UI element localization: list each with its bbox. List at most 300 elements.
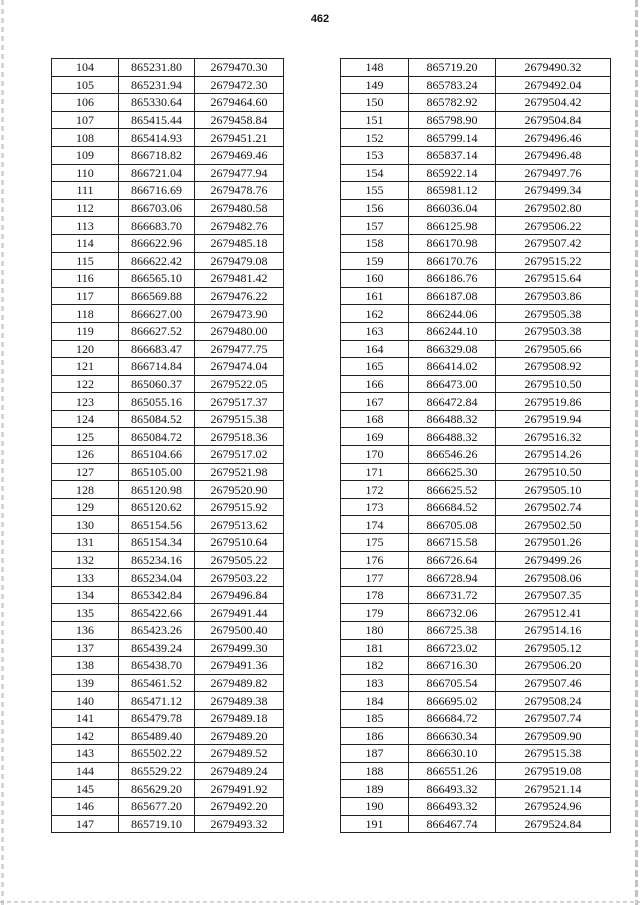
table-row <box>341 305 611 323</box>
table-row <box>341 797 611 815</box>
x-coordinate-cell: 865414.93 <box>119 129 195 147</box>
x-coordinate-cell: 866683.47 <box>119 340 195 358</box>
x-coordinate-cell: 866036.04 <box>409 199 496 217</box>
x-coordinate-cell: 865084.52 <box>119 410 195 428</box>
x-coordinate-cell: 865783.24 <box>409 76 496 94</box>
point-number-cell: 128 <box>52 481 119 499</box>
x-coordinate-cell: 865055.16 <box>119 393 195 411</box>
table-row <box>341 586 611 604</box>
table-row <box>341 534 611 552</box>
y-coordinate-cell: 2679499.34 <box>496 182 611 200</box>
x-coordinate-cell: 866716.30 <box>409 657 496 675</box>
y-coordinate-cell: 2679508.24 <box>496 692 611 710</box>
point-number-cell: 124 <box>52 410 119 428</box>
x-coordinate-cell: 866723.02 <box>409 639 496 657</box>
table-row <box>341 164 611 182</box>
table-row <box>52 481 284 499</box>
table-row <box>52 164 284 182</box>
y-coordinate-cell: 2679508.06 <box>496 569 611 587</box>
point-number-cell: 163 <box>341 322 409 340</box>
x-coordinate-cell: 866488.32 <box>409 410 496 428</box>
y-coordinate-cell: 2679510.50 <box>496 463 611 481</box>
y-coordinate-cell: 2679513.62 <box>195 516 284 534</box>
table-row <box>341 340 611 358</box>
x-coordinate-cell: 866187.08 <box>409 287 496 305</box>
table-row <box>52 446 284 464</box>
y-coordinate-cell: 2679509.90 <box>496 727 611 745</box>
y-coordinate-cell: 2679491.36 <box>195 657 284 675</box>
table-row <box>52 322 284 340</box>
table-row <box>341 692 611 710</box>
point-number-cell: 172 <box>341 481 409 499</box>
point-number-cell: 134 <box>52 586 119 604</box>
y-coordinate-cell: 2679518.36 <box>195 428 284 446</box>
table-row <box>52 340 284 358</box>
y-coordinate-cell: 2679505.38 <box>496 305 611 323</box>
table-row <box>341 516 611 534</box>
y-coordinate-cell: 2679504.84 <box>496 111 611 129</box>
point-number-cell: 112 <box>52 199 119 217</box>
y-coordinate-cell: 2679522.05 <box>195 375 284 393</box>
table-row <box>341 129 611 147</box>
x-coordinate-cell: 865798.90 <box>409 111 496 129</box>
y-coordinate-cell: 2679477.75 <box>195 340 284 358</box>
x-coordinate-cell: 865422.66 <box>119 604 195 622</box>
point-number-cell: 106 <box>52 94 119 112</box>
point-number-cell: 184 <box>341 692 409 710</box>
x-coordinate-cell: 866125.98 <box>409 217 496 235</box>
x-coordinate-cell: 866170.98 <box>409 234 496 252</box>
y-coordinate-cell: 2679521.98 <box>195 463 284 481</box>
point-number-cell: 126 <box>52 446 119 464</box>
point-number-cell: 164 <box>341 340 409 358</box>
x-coordinate-cell: 865154.34 <box>119 534 195 552</box>
y-coordinate-cell: 2679506.20 <box>496 657 611 675</box>
table-row <box>341 270 611 288</box>
y-coordinate-cell: 2679489.18 <box>195 709 284 727</box>
table-row <box>52 305 284 323</box>
x-coordinate-cell: 865719.10 <box>119 815 195 833</box>
table-row <box>341 76 611 94</box>
y-coordinate-cell: 2679489.82 <box>195 674 284 692</box>
y-coordinate-cell: 2679496.48 <box>496 146 611 164</box>
point-number-cell: 110 <box>52 164 119 182</box>
x-coordinate-cell: 865837.14 <box>409 146 496 164</box>
y-coordinate-cell: 2679476.22 <box>195 287 284 305</box>
y-coordinate-cell: 2679489.52 <box>195 745 284 763</box>
x-coordinate-cell: 866695.02 <box>409 692 496 710</box>
y-coordinate-cell: 2679515.22 <box>496 252 611 270</box>
x-coordinate-cell: 866726.64 <box>409 551 496 569</box>
point-number-cell: 175 <box>341 534 409 552</box>
point-number-cell: 157 <box>341 217 409 235</box>
x-coordinate-cell: 866467.74 <box>409 815 496 833</box>
y-coordinate-cell: 2679519.86 <box>496 393 611 411</box>
point-number-cell: 188 <box>341 762 409 780</box>
point-number-cell: 178 <box>341 586 409 604</box>
table-row <box>52 709 284 727</box>
x-coordinate-cell: 866725.38 <box>409 622 496 640</box>
x-coordinate-cell: 865423.26 <box>119 622 195 640</box>
table-row <box>52 692 284 710</box>
coordinates-table-right <box>340 58 611 833</box>
point-number-cell: 109 <box>52 146 119 164</box>
table-row <box>341 322 611 340</box>
point-number-cell: 161 <box>341 287 409 305</box>
table-row <box>341 59 611 77</box>
y-coordinate-cell: 2679480.00 <box>195 322 284 340</box>
y-coordinate-cell: 2679492.04 <box>496 76 611 94</box>
table-row <box>341 551 611 569</box>
y-coordinate-cell: 2679491.44 <box>195 604 284 622</box>
x-coordinate-cell: 866488.32 <box>409 428 496 446</box>
point-number-cell: 115 <box>52 252 119 270</box>
y-coordinate-cell: 2679521.14 <box>496 780 611 798</box>
point-number-cell: 122 <box>52 375 119 393</box>
point-number-cell: 191 <box>341 815 409 833</box>
table-row <box>341 569 611 587</box>
table-row <box>52 358 284 376</box>
table-row <box>341 217 611 235</box>
table-row <box>52 94 284 112</box>
point-number-cell: 185 <box>341 709 409 727</box>
x-coordinate-cell: 866625.52 <box>409 481 496 499</box>
table-row <box>341 111 611 129</box>
y-coordinate-cell: 2679470.30 <box>195 59 284 77</box>
x-coordinate-cell: 866627.52 <box>119 322 195 340</box>
y-coordinate-cell: 2679503.38 <box>496 322 611 340</box>
table-row <box>341 727 611 745</box>
x-coordinate-cell: 865471.12 <box>119 692 195 710</box>
y-coordinate-cell: 2679502.74 <box>496 498 611 516</box>
y-coordinate-cell: 2679503.86 <box>496 287 611 305</box>
y-coordinate-cell: 2679524.84 <box>496 815 611 833</box>
table-row <box>52 217 284 235</box>
point-number-cell: 162 <box>341 305 409 323</box>
point-number-cell: 156 <box>341 199 409 217</box>
x-coordinate-cell: 865231.80 <box>119 59 195 77</box>
x-coordinate-cell: 865489.40 <box>119 727 195 745</box>
y-coordinate-cell: 2679505.66 <box>496 340 611 358</box>
table-row <box>52 498 284 516</box>
point-number-cell: 130 <box>52 516 119 534</box>
x-coordinate-cell: 865438.70 <box>119 657 195 675</box>
point-number-cell: 144 <box>52 762 119 780</box>
x-coordinate-cell: 866569.88 <box>119 287 195 305</box>
x-coordinate-cell: 865154.56 <box>119 516 195 534</box>
table-row <box>52 59 284 77</box>
x-coordinate-cell: 866493.32 <box>409 780 496 798</box>
point-number-cell: 121 <box>52 358 119 376</box>
y-coordinate-cell: 2679489.24 <box>195 762 284 780</box>
point-number-cell: 113 <box>52 217 119 235</box>
point-number-cell: 151 <box>341 111 409 129</box>
y-coordinate-cell: 2679473.90 <box>195 305 284 323</box>
x-coordinate-cell: 865415.44 <box>119 111 195 129</box>
point-number-cell: 142 <box>52 727 119 745</box>
point-number-cell: 173 <box>341 498 409 516</box>
table-row <box>341 393 611 411</box>
table-row <box>341 410 611 428</box>
y-coordinate-cell: 2679515.38 <box>195 410 284 428</box>
x-coordinate-cell: 865234.16 <box>119 551 195 569</box>
point-number-cell: 168 <box>341 410 409 428</box>
y-coordinate-cell: 2679469.46 <box>195 146 284 164</box>
y-coordinate-cell: 2679504.42 <box>496 94 611 112</box>
y-coordinate-cell: 2679489.20 <box>195 727 284 745</box>
table-row <box>341 481 611 499</box>
table-row <box>52 111 284 129</box>
x-coordinate-cell: 865629.20 <box>119 780 195 798</box>
point-number-cell: 186 <box>341 727 409 745</box>
table-row <box>341 446 611 464</box>
y-coordinate-cell: 2679516.32 <box>496 428 611 446</box>
x-coordinate-cell: 866493.32 <box>409 797 496 815</box>
x-coordinate-cell: 865330.64 <box>119 94 195 112</box>
y-coordinate-cell: 2679464.60 <box>195 94 284 112</box>
x-coordinate-cell: 866627.00 <box>119 305 195 323</box>
table-row <box>52 287 284 305</box>
table-row <box>52 586 284 604</box>
point-number-cell: 150 <box>341 94 409 112</box>
y-coordinate-cell: 2679505.10 <box>496 481 611 499</box>
table-row <box>52 534 284 552</box>
y-coordinate-cell: 2679458.84 <box>195 111 284 129</box>
y-coordinate-cell: 2679505.12 <box>496 639 611 657</box>
x-coordinate-cell: 866565.10 <box>119 270 195 288</box>
point-number-cell: 171 <box>341 463 409 481</box>
x-coordinate-cell: 865922.14 <box>409 164 496 182</box>
table-row <box>52 815 284 833</box>
y-coordinate-cell: 2679507.74 <box>496 709 611 727</box>
x-coordinate-cell: 866472.84 <box>409 393 496 411</box>
table-row <box>52 569 284 587</box>
y-coordinate-cell: 2679512.41 <box>496 604 611 622</box>
point-number-cell: 133 <box>52 569 119 587</box>
table-row <box>341 745 611 763</box>
y-coordinate-cell: 2679517.37 <box>195 393 284 411</box>
y-coordinate-cell: 2679515.64 <box>496 270 611 288</box>
y-coordinate-cell: 2679489.38 <box>195 692 284 710</box>
y-coordinate-cell: 2679491.92 <box>195 780 284 798</box>
y-coordinate-cell: 2679515.38 <box>496 745 611 763</box>
x-coordinate-cell: 866244.06 <box>409 305 496 323</box>
point-number-cell: 127 <box>52 463 119 481</box>
table-row <box>341 199 611 217</box>
y-coordinate-cell: 2679490.32 <box>496 59 611 77</box>
point-number-cell: 118 <box>52 305 119 323</box>
y-coordinate-cell: 2679502.80 <box>496 199 611 217</box>
x-coordinate-cell: 865529.22 <box>119 762 195 780</box>
point-number-cell: 154 <box>341 164 409 182</box>
x-coordinate-cell: 866728.94 <box>409 569 496 587</box>
point-number-cell: 148 <box>341 59 409 77</box>
point-number-cell: 176 <box>341 551 409 569</box>
x-coordinate-cell: 866630.10 <box>409 745 496 763</box>
table-row <box>52 182 284 200</box>
point-number-cell: 158 <box>341 234 409 252</box>
table-row <box>341 234 611 252</box>
y-coordinate-cell: 2679500.40 <box>195 622 284 640</box>
x-coordinate-cell: 865084.72 <box>119 428 195 446</box>
x-coordinate-cell: 866622.96 <box>119 234 195 252</box>
y-coordinate-cell: 2679519.94 <box>496 410 611 428</box>
x-coordinate-cell: 866715.58 <box>409 534 496 552</box>
point-number-cell: 117 <box>52 287 119 305</box>
point-number-cell: 181 <box>341 639 409 657</box>
x-coordinate-cell: 865799.14 <box>409 129 496 147</box>
x-coordinate-cell: 866186.76 <box>409 270 496 288</box>
table-row <box>52 129 284 147</box>
table-row <box>341 146 611 164</box>
table-row <box>52 516 284 534</box>
point-number-cell: 114 <box>52 234 119 252</box>
point-number-cell: 107 <box>52 111 119 129</box>
x-coordinate-cell: 866705.08 <box>409 516 496 534</box>
x-coordinate-cell: 865231.94 <box>119 76 195 94</box>
point-number-cell: 187 <box>341 745 409 763</box>
table-row <box>52 252 284 270</box>
x-coordinate-cell: 865782.92 <box>409 94 496 112</box>
table-row <box>52 410 284 428</box>
y-coordinate-cell: 2679519.08 <box>496 762 611 780</box>
table-row <box>341 287 611 305</box>
point-number-cell: 140 <box>52 692 119 710</box>
point-number-cell: 119 <box>52 322 119 340</box>
table-row <box>341 780 611 798</box>
y-coordinate-cell: 2679520.90 <box>195 481 284 499</box>
table-row <box>52 639 284 657</box>
table-row <box>52 393 284 411</box>
table-row <box>52 270 284 288</box>
point-number-cell: 147 <box>52 815 119 833</box>
x-coordinate-cell: 865342.84 <box>119 586 195 604</box>
x-coordinate-cell: 866732.06 <box>409 604 496 622</box>
x-coordinate-cell: 866684.52 <box>409 498 496 516</box>
point-number-cell: 152 <box>341 129 409 147</box>
table-row <box>341 428 611 446</box>
point-number-cell: 146 <box>52 797 119 815</box>
x-coordinate-cell: 866714.84 <box>119 358 195 376</box>
table-row <box>341 639 611 657</box>
table-row <box>341 252 611 270</box>
point-number-cell: 169 <box>341 428 409 446</box>
table-row <box>52 745 284 763</box>
point-number-cell: 189 <box>341 780 409 798</box>
table-row <box>341 498 611 516</box>
point-number-cell: 131 <box>52 534 119 552</box>
table-row <box>52 674 284 692</box>
y-coordinate-cell: 2679502.50 <box>496 516 611 534</box>
coordinates-table-left <box>51 58 284 833</box>
point-number-cell: 153 <box>341 146 409 164</box>
table-row <box>52 375 284 393</box>
point-number-cell: 182 <box>341 657 409 675</box>
table-row <box>341 622 611 640</box>
table-row <box>52 234 284 252</box>
table-row <box>341 657 611 675</box>
scan-edge-right <box>635 0 638 905</box>
point-number-cell: 137 <box>52 639 119 657</box>
y-coordinate-cell: 2679507.42 <box>496 234 611 252</box>
point-number-cell: 129 <box>52 498 119 516</box>
table-row <box>52 727 284 745</box>
point-number-cell: 145 <box>52 780 119 798</box>
y-coordinate-cell: 2679499.30 <box>195 639 284 657</box>
point-number-cell: 170 <box>341 446 409 464</box>
point-number-cell: 104 <box>52 59 119 77</box>
point-number-cell: 135 <box>52 604 119 622</box>
table-row <box>341 463 611 481</box>
x-coordinate-cell: 866414.02 <box>409 358 496 376</box>
x-coordinate-cell: 866625.30 <box>409 463 496 481</box>
table-row <box>52 797 284 815</box>
point-number-cell: 166 <box>341 375 409 393</box>
y-coordinate-cell: 2679503.22 <box>195 569 284 587</box>
point-number-cell: 159 <box>341 252 409 270</box>
table-row <box>341 762 611 780</box>
y-coordinate-cell: 2679480.58 <box>195 199 284 217</box>
y-coordinate-cell: 2679451.21 <box>195 129 284 147</box>
y-coordinate-cell: 2679508.92 <box>496 358 611 376</box>
y-coordinate-cell: 2679482.76 <box>195 217 284 235</box>
point-number-cell: 125 <box>52 428 119 446</box>
point-number-cell: 183 <box>341 674 409 692</box>
point-number-cell: 105 <box>52 76 119 94</box>
x-coordinate-cell: 866329.08 <box>409 340 496 358</box>
y-coordinate-cell: 2679505.22 <box>195 551 284 569</box>
x-coordinate-cell: 866721.04 <box>119 164 195 182</box>
point-number-cell: 138 <box>52 657 119 675</box>
x-coordinate-cell: 865719.20 <box>409 59 496 77</box>
y-coordinate-cell: 2679474.04 <box>195 358 284 376</box>
y-coordinate-cell: 2679481.42 <box>195 270 284 288</box>
point-number-cell: 180 <box>341 622 409 640</box>
scan-edge-bottom <box>0 901 640 903</box>
table-row <box>341 709 611 727</box>
x-coordinate-cell: 866703.06 <box>119 199 195 217</box>
y-coordinate-cell: 2679507.46 <box>496 674 611 692</box>
table-row <box>52 762 284 780</box>
x-coordinate-cell: 865234.04 <box>119 569 195 587</box>
point-number-cell: 116 <box>52 270 119 288</box>
y-coordinate-cell: 2679472.30 <box>195 76 284 94</box>
x-coordinate-cell: 866731.72 <box>409 586 496 604</box>
point-number-cell: 149 <box>341 76 409 94</box>
x-coordinate-cell: 865439.24 <box>119 639 195 657</box>
y-coordinate-cell: 2679524.96 <box>496 797 611 815</box>
point-number-cell: 155 <box>341 182 409 200</box>
y-coordinate-cell: 2679479.08 <box>195 252 284 270</box>
x-coordinate-cell: 865060.37 <box>119 375 195 393</box>
point-number-cell: 111 <box>52 182 119 200</box>
point-number-cell: 136 <box>52 622 119 640</box>
point-number-cell: 160 <box>341 270 409 288</box>
x-coordinate-cell: 866244.10 <box>409 322 496 340</box>
y-coordinate-cell: 2679510.64 <box>195 534 284 552</box>
table-row <box>341 674 611 692</box>
point-number-cell: 123 <box>52 393 119 411</box>
y-coordinate-cell: 2679514.26 <box>496 446 611 464</box>
table-row <box>341 94 611 112</box>
x-coordinate-cell: 865479.78 <box>119 709 195 727</box>
x-coordinate-cell: 866622.42 <box>119 252 195 270</box>
point-number-cell: 120 <box>52 340 119 358</box>
x-coordinate-cell: 866473.00 <box>409 375 496 393</box>
x-coordinate-cell: 866630.34 <box>409 727 496 745</box>
point-number-cell: 132 <box>52 551 119 569</box>
y-coordinate-cell: 2679493.32 <box>195 815 284 833</box>
